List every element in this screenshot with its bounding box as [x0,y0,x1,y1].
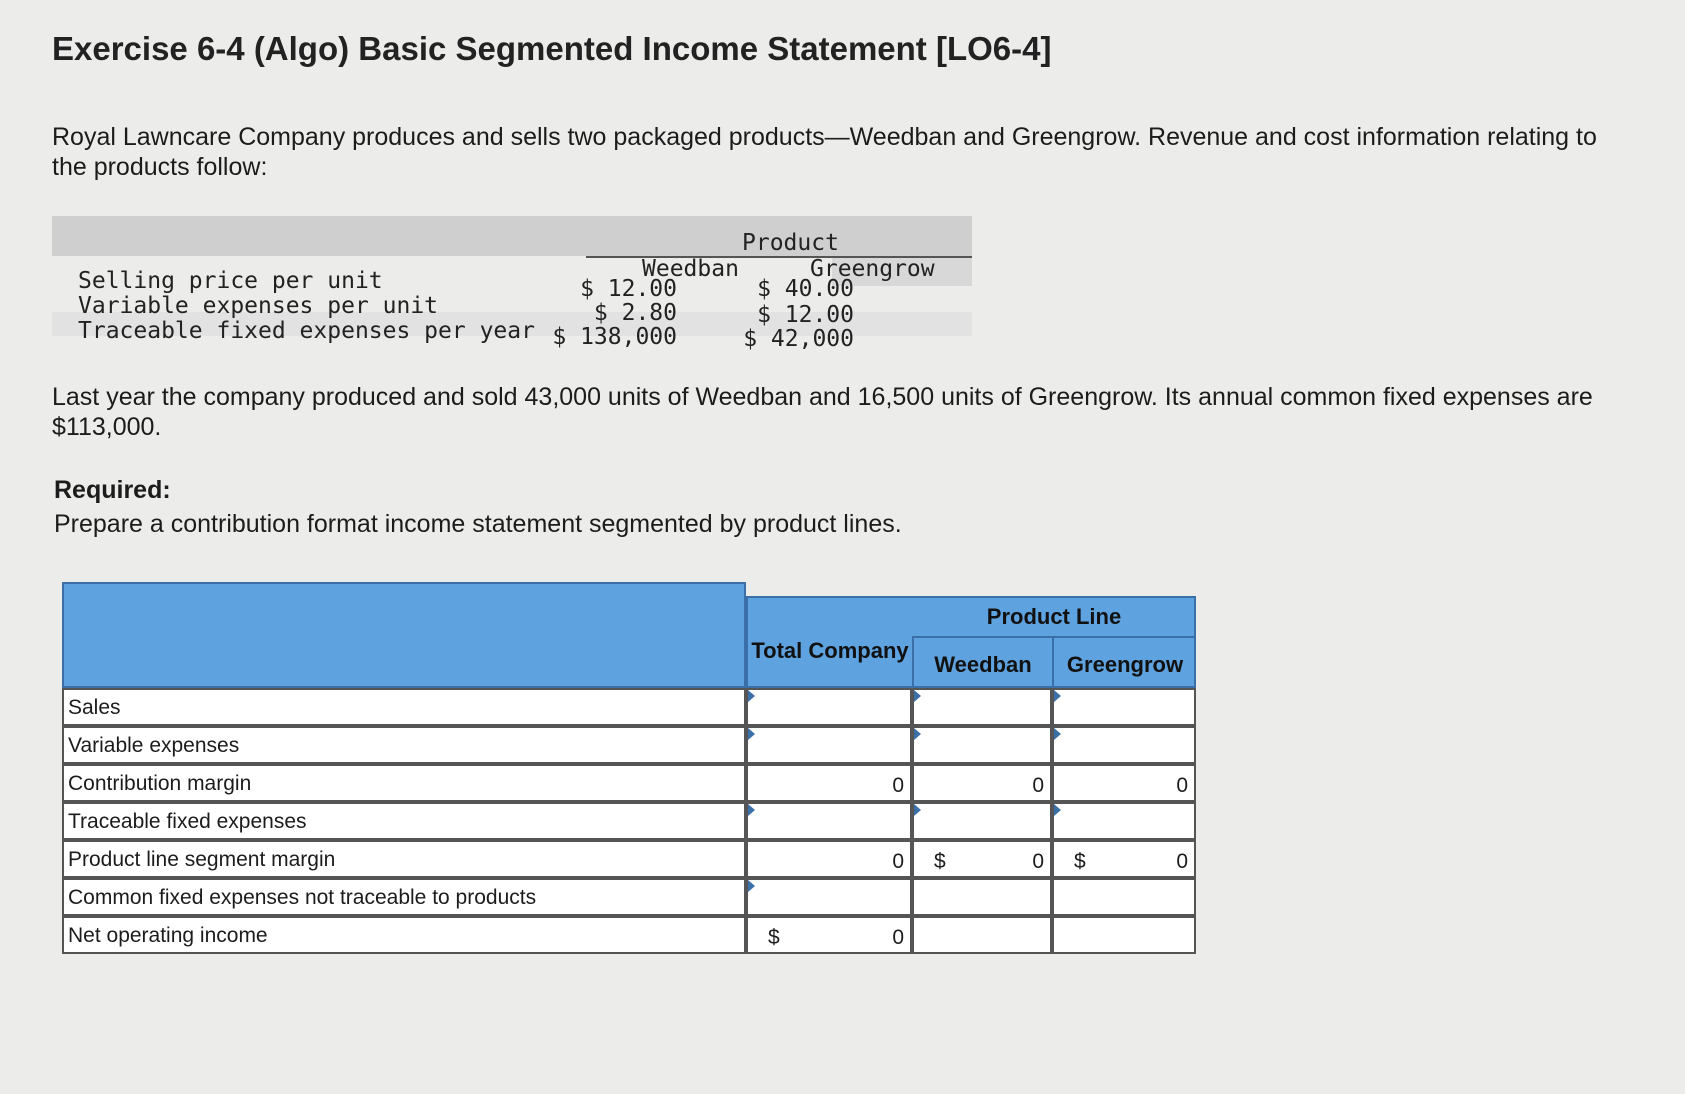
contribution-margin-total [746,764,912,802]
variable-expenses-weedban-input[interactable] [912,726,1052,764]
common-fixed-greengrow-blank [1052,878,1196,916]
dollar-sign: $ [768,926,780,949]
info-greengrow-value: $ 42,000 [743,326,854,352]
input-marker [914,804,921,816]
input-marker [748,880,755,892]
greengrow-header: Greengrow [1066,652,1184,677]
input-marker [914,690,921,702]
required-text: Prepare a contribution format income statement segmented by product lines. [54,510,902,538]
sales-weedban-input[interactable] [912,688,1052,726]
units-paragraph: Last year the company produced and sold 43,000 units of Weedban and 16,500 units of Greengrow. Its annual common fixed expenses are $113,000. [52,383,1593,441]
variable-expenses-greengrow-input[interactable] [1052,726,1196,764]
total-company-header: Total Company [751,638,909,663]
input-marker [748,690,755,702]
sales-greengrow-input[interactable] [1052,688,1196,726]
input-marker [914,728,921,740]
sales-total-input[interactable] [746,688,912,726]
row-label-contribution-margin: Contribution margin [62,764,746,802]
product-info-table [52,216,972,361]
info-greengrow-value: $ 12.00 [757,302,854,328]
info-row-label: Traceable fixed expenses per year [78,318,535,344]
income-statement-table [62,582,1196,972]
info-row-label: Selling price per unit [78,268,383,294]
intro-paragraph: Royal Lawncare Company produces and sells two packaged products—Weedban and Greengrow. Revenue and cost information relating to the products follow: [52,123,1597,181]
traceable-fixed-greengrow-input[interactable] [1052,802,1196,840]
product-line-rule [912,636,1196,638]
info-col-greengrow: Greengrow [810,256,935,282]
segment-margin-total [746,840,912,878]
product-line-header: Product Line [986,604,1122,629]
row-label-sales: Sales [62,688,746,726]
contribution-margin-greengrow [1052,764,1196,802]
info-weedban-value: $ 138,000 [552,324,677,350]
cell-value: 0 [1176,774,1188,797]
info-greengrow-value: $ 40.00 [757,276,854,302]
input-marker [748,728,755,740]
row-label-variable-expenses: Variable expenses [62,726,746,764]
weedban-header: Weedban [934,652,1032,677]
traceable-fixed-total-input[interactable] [746,802,912,840]
dollar-sign: $ [1074,850,1086,873]
common-fixed-weedban-blank [912,878,1052,916]
input-marker [1054,804,1061,816]
segment-margin-greengrow [1052,840,1196,878]
info-row-label: Variable expenses per unit [78,293,439,319]
cell-value: 0 [1032,774,1044,797]
variable-expenses-total-input[interactable] [746,726,912,764]
answer-header-left [62,582,746,688]
cell-value: 0 [1176,850,1188,873]
common-fixed-total-input[interactable] [746,878,912,916]
row-label-traceable-fixed-expenses: Traceable fixed expenses [62,802,746,840]
info-col-weedban: Weedban [642,256,739,282]
net-operating-income-weedban-blank [912,916,1052,954]
cell-value: 0 [892,850,904,873]
net-operating-income-greengrow-blank [1052,916,1196,954]
dollar-sign: $ [934,850,946,873]
row-label-segment-margin: Product line segment margin [62,840,746,878]
cell-value: 0 [1032,850,1044,873]
contribution-margin-weedban [912,764,1052,802]
input-marker [1054,728,1061,740]
info-weedban-value: $ 2.80 [593,300,677,326]
row-label-net-operating-income: Net operating income [62,916,746,954]
row-label-common-fixed-expenses: Common fixed expenses not traceable to products [62,878,746,916]
traceable-fixed-weedban-input[interactable] [912,802,1052,840]
net-operating-income-total [746,916,912,954]
input-marker [1054,690,1061,702]
cell-value: 0 [892,926,904,949]
required-heading: Required: [54,476,171,504]
input-marker [748,804,755,816]
info-group-header: Product [742,230,839,256]
page-title: Exercise 6-4 (Algo) Basic Segmented Income Statement [LO6-4] [52,30,1052,67]
info-weedban-value: $ 12.00 [580,276,677,302]
cell-value: 0 [892,774,904,797]
segment-margin-weedban [912,840,1052,878]
